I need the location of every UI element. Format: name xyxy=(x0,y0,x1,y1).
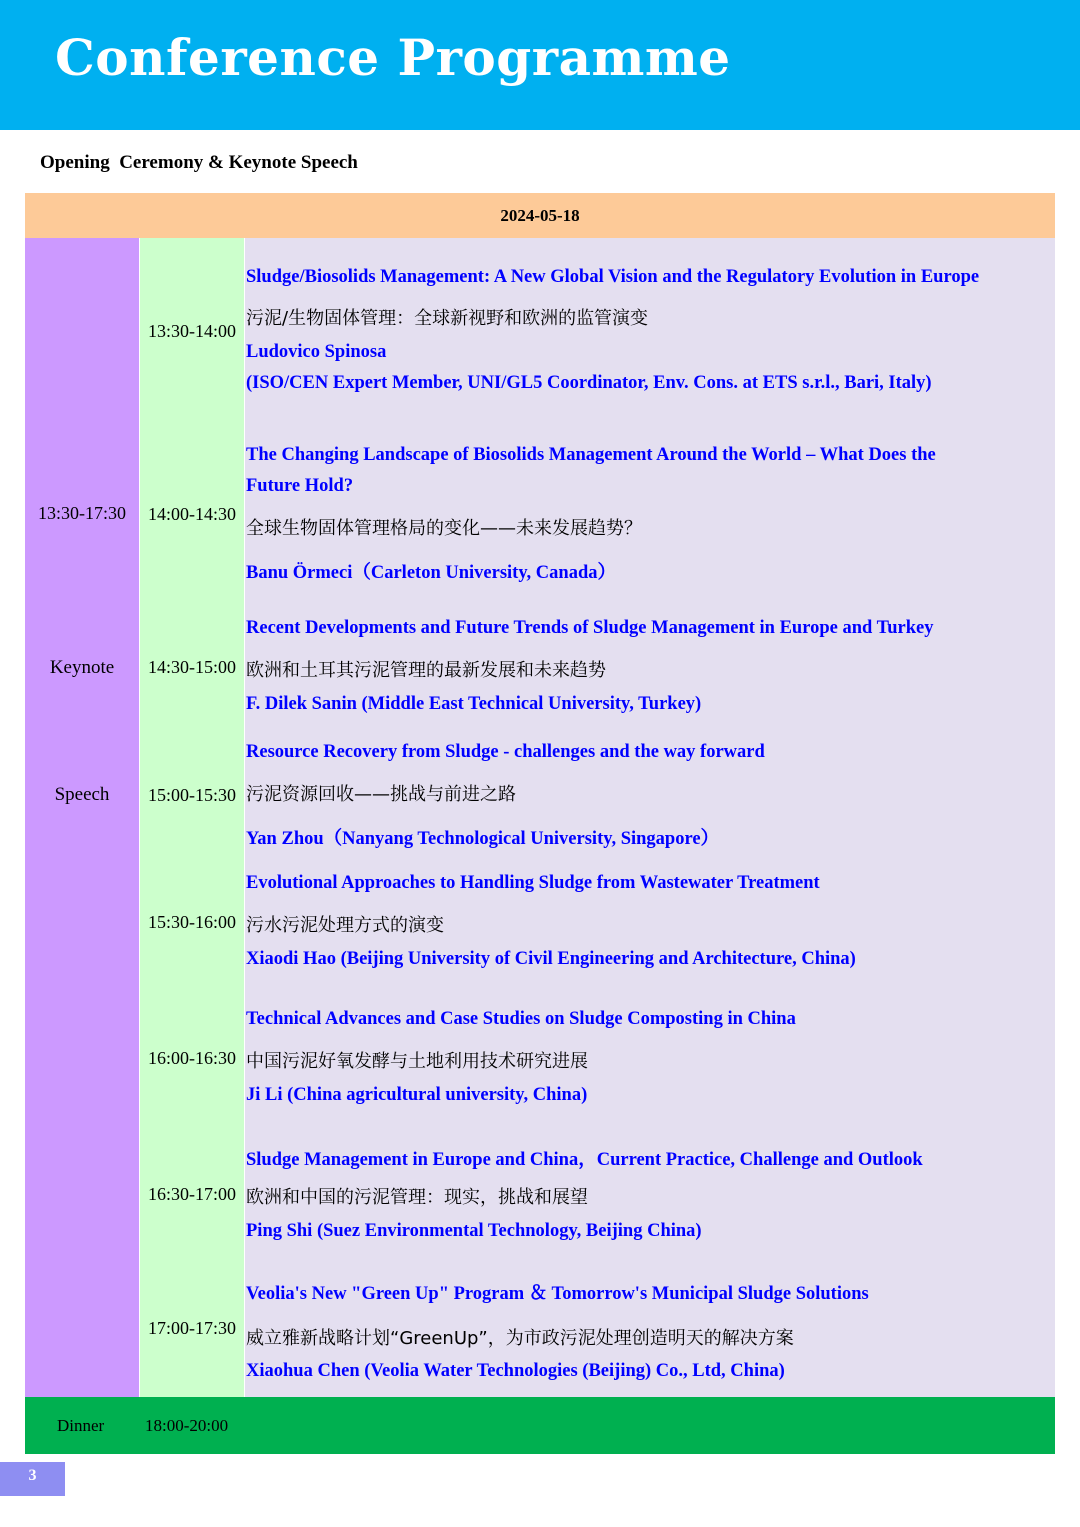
talk-title-zh: 欧洲和中国的污泥管理：现实，挑战和展望 xyxy=(246,1187,588,1208)
date-label: 2024-05-18 xyxy=(500,205,580,225)
talk-title: Evolutional Approaches to Handling Sludge from Wastewater Treatment xyxy=(246,873,820,893)
speaker-name: Xiaohua Chen (Veolia Water Technologies (Beijing) Co., Ltd, China) xyxy=(246,1361,785,1381)
talk-title-zh: 污泥资源回收——挑战与前进之路 xyxy=(246,784,516,805)
talk-title: Sludge Management in Europe and China，Current Practice, Challenge and Outlook xyxy=(246,1150,923,1170)
talk-title-zh: 污水污泥处理方式的演变 xyxy=(246,915,444,936)
speaker-name: Ping Shi (Suez Environmental Technology, Beijing China) xyxy=(246,1221,702,1241)
talk-title: The Changing Landscape of Biosolids Management Around the World – What Does the xyxy=(246,445,936,465)
speaker-name: Xiaodi Hao (Beijing University of Civil Engineering and Architecture, China) xyxy=(246,949,856,969)
talk-time: 14:00-14:30 xyxy=(148,504,236,524)
session-time: 13:30-17:30 xyxy=(38,503,126,523)
header-banner xyxy=(0,0,1080,130)
talk-title: Veolia's New "Green Up" Program ＆ Tomorrow's Municipal Sludge Solutions xyxy=(246,1284,869,1304)
speaker-name: Ji Li (China agricultural university, China) xyxy=(246,1085,588,1105)
dinner-row xyxy=(25,1397,1055,1454)
speaker-name: Ludovico Spinosa xyxy=(246,342,387,362)
speaker-name: Banu Örmeci（Carleton University, Canada） xyxy=(246,563,616,583)
date-row xyxy=(25,193,1055,238)
talk-title-zh: 欧洲和土耳其污泥管理的最新发展和未来趋势 xyxy=(246,660,606,681)
talk-title-zh: 全球生物固体管理格局的变化——未来发展趋势？ xyxy=(246,518,642,539)
speaker-affiliation: (ISO/CEN Expert Member, UNI/GL5 Coordinator, Env. Cons. at ETS s.r.l., Bari, Italy) xyxy=(246,373,932,393)
talk-title-zh: 中国污泥好氧发酵与土地利用技术研究进展 xyxy=(246,1051,588,1072)
session-label-keynote: Keynote xyxy=(49,657,115,678)
page-title: Conference Programme xyxy=(55,28,731,87)
section-subtitle: Opening Ceremony & Keynote Speech xyxy=(40,152,358,173)
talk-title: Technical Advances and Case Studies on Sludge Composting in China xyxy=(246,1009,796,1029)
dinner-time: 18:00-20:00 xyxy=(145,1416,229,1435)
talk-time: 15:00-15:30 xyxy=(148,785,236,805)
talk-time: 17:00-17:30 xyxy=(148,1318,236,1338)
talk-time: 16:30-17:00 xyxy=(148,1184,236,1204)
session-column xyxy=(25,238,139,1397)
talk-title: Sludge/Biosolids Management: A New Global Vision and the Regulatory Evolution in Europe xyxy=(246,267,980,287)
session-label-speech: Speech xyxy=(54,784,110,805)
page-number: 3 xyxy=(0,1462,65,1496)
dinner-label: Dinner xyxy=(57,1416,105,1435)
talk-time: 16:00-16:30 xyxy=(148,1048,236,1068)
talk-title-zh: 威立雅新战略计划“GreenUp”，为市政污泥处理创造明天的解决方案 xyxy=(246,1328,794,1349)
time-column xyxy=(140,238,244,1397)
speaker-name: F. Dilek Sanin (Middle East Technical University, Turkey) xyxy=(246,694,702,714)
speaker-name: Yan Zhou（Nanyang Technological University, Singapore） xyxy=(246,829,720,849)
talk-time: 14:30-15:00 xyxy=(148,657,236,677)
talk-title: Resource Recovery from Sludge - challenges and the way forward xyxy=(246,742,765,762)
talk-title: Recent Developments and Future Trends of Sludge Management in Europe and Turkey xyxy=(246,618,934,638)
talk-time: 15:30-16:00 xyxy=(148,912,236,932)
talk-time: 13:30-14:00 xyxy=(148,321,236,341)
talk-title-zh: 污泥/生物固体管理：全球新视野和欧洲的监管演变 xyxy=(246,308,649,329)
talk-title-cont: Future Hold? xyxy=(246,476,354,496)
